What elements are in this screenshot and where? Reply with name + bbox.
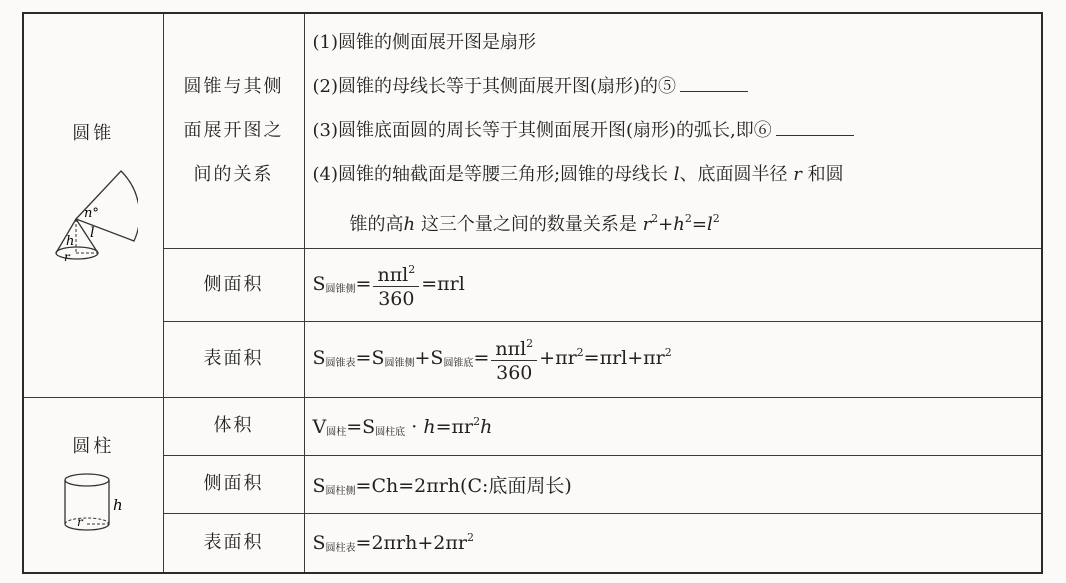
cyl-lateral-label: 侧面积	[163, 455, 304, 513]
fig-h-label: h	[66, 234, 75, 250]
cyl-r-label: r	[77, 514, 83, 529]
fig-n-label: n°	[84, 206, 100, 222]
cone-lateral-label: 侧面积	[163, 248, 304, 321]
cone-name: 圆锥	[72, 123, 115, 145]
relation-3: (3)圆锥底面圆的周长等于其侧面展开图(扇形)的弧长,即⑥	[313, 109, 1042, 153]
cyl-volume-label: 体积	[163, 397, 304, 455]
cyl-lateral-formula: $S_{圆柱侧}=Ch=2\pi rh(C$:底面周长)	[304, 455, 1042, 513]
relation-label-cell	[163, 13, 304, 248]
cyl-surface-label: 表面积	[163, 513, 304, 573]
fig-r-label: r	[64, 250, 70, 265]
cone-surface-formula: $S_{圆锥表}=S_{圆锥侧}+S_{圆锥底}=$ $\frac{n\pi l^2}{360}$ $+\pi r^2=\pi rl+\pi r^2$	[304, 321, 1042, 397]
cylinder-name: 圆柱	[72, 435, 115, 457]
relation-label-line-3: 间的关系	[193, 163, 274, 185]
relation-1: (1)圆锥的侧面展开图是扇形	[312, 31, 536, 53]
cylinder-figure	[53, 468, 133, 538]
cone-lateral-formula: $S_{圆锥侧}=$ $\frac{n\pi l^2}{360}$ =πrl	[304, 248, 1042, 321]
relation-4-cont: 锥的高h 这三个量之间的数量关系是 $r^2+h^2=l^2$	[349, 211, 720, 235]
relation-2: (2)圆锥的母线长等于其侧面展开图(扇形)的⑤	[313, 65, 1042, 109]
cone-cell	[23, 13, 163, 397]
relation-4: (4)圆锥的轴截面是等腰三角形;圆锥的母线长 l、底面圆半径 r 和圆	[312, 163, 844, 185]
relation-label-line-2: 面展开图之	[183, 119, 284, 141]
blank-5	[680, 73, 748, 92]
cyl-h-label: h	[113, 495, 123, 514]
cyl-volume-formula: $V_{圆柱}=S_{圆柱底} \cdot h=\pi r^2h$	[304, 397, 1042, 455]
fig-l-label: l	[90, 225, 95, 242]
cone-figure	[48, 161, 138, 271]
cyl-surface-formula: $S_{圆柱表}=2\pi rh+2\pi r^2$	[304, 513, 1042, 573]
formula-table	[22, 12, 1043, 574]
blank-6	[776, 117, 854, 136]
cone-surface-label: 表面积	[163, 321, 304, 397]
relation-label-line-1: 圆锥与其侧	[183, 75, 284, 97]
relations-cell	[304, 13, 1042, 248]
cylinder-cell	[23, 397, 163, 573]
